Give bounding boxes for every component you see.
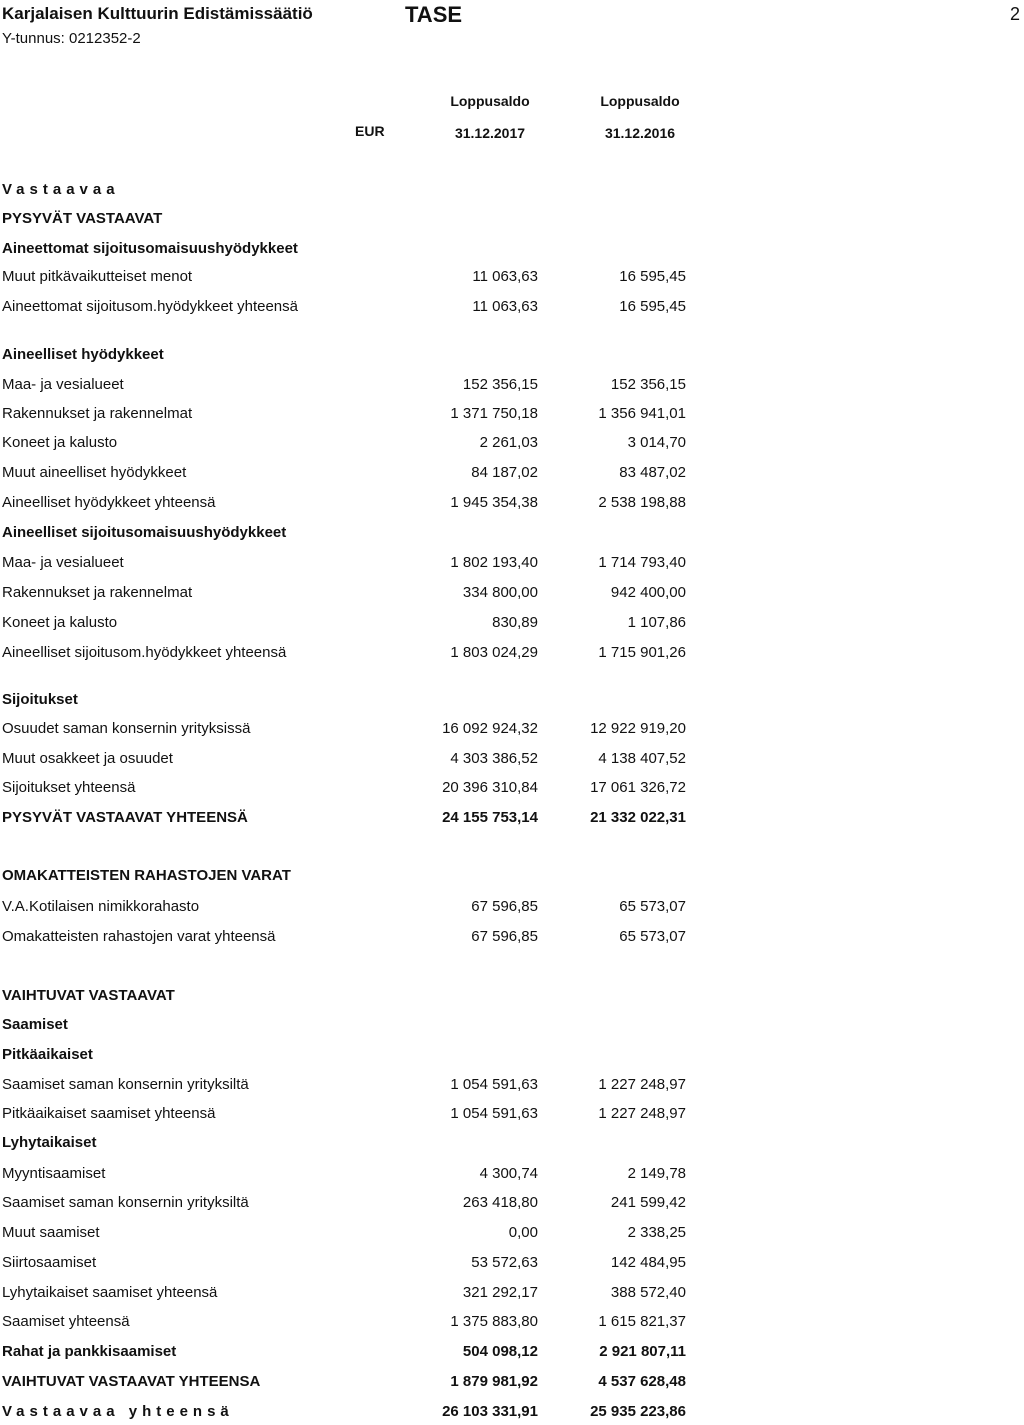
- table-row: [0, 1046, 1024, 1068]
- row-value-2016: 241 599,42: [610, 1194, 686, 1211]
- table-row: [0, 1254, 1024, 1276]
- row-value-2017: 1 371 750,18: [450, 405, 538, 422]
- row-label: Lyhytaikaiset saamiset yhteensä: [2, 1284, 218, 1301]
- row-value-2016: 17 061 326,72: [590, 779, 686, 796]
- table-row: [0, 346, 1024, 368]
- row-label: V.A.Kotilaisen nimikkorahasto: [2, 898, 200, 915]
- row-value-2017: 504 098,12: [462, 1343, 538, 1360]
- column-1-label: Loppusaldo: [450, 93, 530, 109]
- page-number: 2: [1010, 4, 1021, 24]
- row-value-2016: 16 595,45: [619, 268, 686, 285]
- currency-label: EUR: [355, 123, 385, 139]
- row-label: Rakennukset ja rakennelmat: [2, 405, 193, 422]
- row-label: Aineelliset hyödykkeet: [2, 346, 164, 363]
- row-value-2017: 321 292,17: [462, 1284, 538, 1301]
- row-value-2016: 2 149,78: [627, 1165, 686, 1182]
- row-value-2017: 334 800,00: [462, 584, 538, 601]
- business-id: Y-tunnus: 0212352-2: [2, 30, 141, 47]
- row-label: Siirtosaamiset: [2, 1254, 97, 1271]
- row-value-2017: 1 375 883,80: [450, 1313, 538, 1330]
- row-label: Muut pitkävaikutteiset menot: [2, 268, 193, 285]
- table-row: [0, 1343, 1024, 1365]
- row-value-2016: 942 400,00: [610, 584, 686, 601]
- row-value-2016: 1 715 901,26: [598, 644, 686, 661]
- row-value-2016: 142 484,95: [610, 1254, 686, 1271]
- table-row: [0, 240, 1024, 262]
- table-row: [0, 1403, 1024, 1425]
- table-row: [0, 1313, 1024, 1335]
- table-row: [0, 1076, 1024, 1098]
- row-value-2016: 83 487,02: [619, 464, 686, 481]
- row-label: Sijoitukset: [2, 691, 78, 708]
- table-row: [0, 376, 1024, 398]
- row-value-2017: 4 303 386,52: [450, 750, 538, 767]
- table-row: [0, 809, 1024, 831]
- row-value-2017: 830,89: [492, 614, 538, 631]
- row-value-2016: 1 356 941,01: [598, 405, 686, 422]
- row-value-2017: 4 300,74: [479, 1165, 538, 1182]
- table-row: [0, 464, 1024, 486]
- row-value-2016: 1 227 248,97: [598, 1076, 686, 1093]
- row-value-2016: 1 615 821,37: [598, 1313, 686, 1330]
- table-row: [0, 434, 1024, 456]
- table-row: [0, 867, 1024, 889]
- row-label: Pitkäaikaiset saamiset yhteensä: [2, 1105, 216, 1122]
- row-label: PYSYVÄT VASTAAVAT YHTEENSÄ: [2, 809, 248, 826]
- row-value-2017: 0,00: [508, 1224, 538, 1241]
- column-2-label: Loppusaldo: [600, 93, 680, 109]
- row-value-2017: 53 572,63: [471, 1254, 538, 1271]
- row-label: Aineettomat sijoitusomaisuushyödykkeet: [2, 240, 298, 257]
- row-value-2016: 1 714 793,40: [598, 554, 686, 571]
- row-label: Muut aineelliset hyödykkeet: [2, 464, 187, 481]
- row-value-2016: 25 935 223,86: [590, 1403, 686, 1420]
- row-value-2016: 12 922 919,20: [590, 720, 686, 737]
- table-row: [0, 644, 1024, 666]
- row-label: Vastaavaa: [2, 181, 120, 198]
- document-title: TASE: [405, 2, 463, 27]
- row-value-2017: 1 802 193,40: [450, 554, 538, 571]
- table-row: [0, 1194, 1024, 1216]
- table-row: [0, 1134, 1024, 1156]
- row-label: Aineelliset sijoitusomaisuushyödykkeet: [2, 524, 287, 541]
- table-row: [0, 584, 1024, 606]
- row-label: Aineelliset sijoitusom.hyödykkeet yhteensä: [2, 644, 287, 661]
- row-label: Maa- ja vesialueet: [2, 376, 124, 393]
- row-value-2016: 1 227 248,97: [598, 1105, 686, 1122]
- row-value-2017: 1 879 981,92: [450, 1373, 538, 1390]
- row-label: Saamiset yhteensä: [2, 1313, 130, 1330]
- row-value-2016: 2 338,25: [627, 1224, 686, 1241]
- row-value-2016: 4 537 628,48: [598, 1373, 686, 1390]
- row-label: OMAKATTEISTEN RAHASTOJEN VARAT: [2, 867, 291, 884]
- row-value-2017: 16 092 924,32: [442, 720, 538, 737]
- table-row: [0, 779, 1024, 801]
- row-value-2016: 65 573,07: [619, 928, 686, 945]
- table-row: [0, 750, 1024, 772]
- column-2-date: 31.12.2016: [604, 125, 676, 141]
- row-label: Vastaavaa yhteensä: [2, 1403, 234, 1420]
- table-row: [0, 1224, 1024, 1246]
- row-value-2016: 65 573,07: [619, 898, 686, 915]
- row-value-2017: 263 418,80: [462, 1194, 538, 1211]
- table-row: [0, 691, 1024, 713]
- row-value-2017: 67 596,85: [471, 928, 538, 945]
- row-value-2017: 2 261,03: [479, 434, 538, 451]
- row-value-2017: 1 054 591,63: [450, 1105, 538, 1122]
- table-row: [0, 181, 1024, 203]
- row-label: Muut osakkeet ja osuudet: [2, 750, 173, 767]
- table-row: [0, 987, 1024, 1009]
- row-value-2016: 1 107,86: [627, 614, 686, 631]
- table-row: [0, 928, 1024, 950]
- row-label: Osuudet saman konsernin yrityksissä: [2, 720, 251, 737]
- row-value-2017: 1 803 024,29: [450, 644, 538, 661]
- row-value-2017: 84 187,02: [471, 464, 538, 481]
- row-label: Aineettomat sijoitusom.hyödykkeet yhteensä: [2, 298, 298, 315]
- table-row: [0, 898, 1024, 920]
- table-row: [0, 1105, 1024, 1127]
- row-value-2016: 388 572,40: [610, 1284, 686, 1301]
- row-value-2017: 11 063,63: [472, 268, 538, 285]
- row-label: Myyntisaamiset: [2, 1165, 106, 1182]
- row-label: Muut saamiset: [2, 1224, 100, 1241]
- table-row: [0, 524, 1024, 546]
- row-value-2017: 11 063,63: [472, 298, 538, 315]
- table-row: [0, 1373, 1024, 1395]
- row-label: Rakennukset ja rakennelmat: [2, 584, 193, 601]
- row-value-2017: 24 155 753,14: [442, 809, 538, 826]
- organization-name: Karjalaisen Kulttuurin Edistämissäätiö: [2, 4, 313, 23]
- row-label: Sijoitukset yhteensä: [2, 779, 136, 796]
- table-row: [0, 1016, 1024, 1038]
- row-label: Lyhytaikaiset: [2, 1134, 97, 1151]
- table-row: [0, 298, 1024, 320]
- row-label: Rahat ja pankkisaamiset: [2, 1343, 177, 1360]
- row-label: VAIHTUVAT VASTAAVAT: [2, 987, 175, 1004]
- row-label: Maa- ja vesialueet: [2, 554, 124, 571]
- row-value-2017: 20 396 310,84: [442, 779, 538, 796]
- row-value-2017: 26 103 331,91: [442, 1403, 538, 1420]
- row-value-2017: 67 596,85: [471, 898, 538, 915]
- table-row: [0, 554, 1024, 576]
- table-row: [0, 405, 1024, 427]
- row-value-2016: 2 921 807,11: [599, 1343, 686, 1360]
- row-value-2016: 152 356,15: [610, 376, 686, 393]
- row-label: Aineelliset hyödykkeet yhteensä: [2, 494, 216, 511]
- row-value-2016: 16 595,45: [619, 298, 686, 315]
- column-1-date: 31.12.2017: [454, 125, 526, 141]
- table-row: [0, 1165, 1024, 1187]
- table-row: [0, 614, 1024, 636]
- row-value-2017: 1 054 591,63: [450, 1076, 538, 1093]
- row-label: PYSYVÄT VASTAAVAT: [2, 210, 163, 227]
- row-value-2017: 152 356,15: [462, 376, 538, 393]
- row-label: VAIHTUVAT VASTAAVAT YHTEENSA: [2, 1373, 261, 1390]
- row-label: Koneet ja kalusto: [2, 434, 118, 451]
- row-label: Pitkäaikaiset: [2, 1046, 93, 1063]
- row-label: Saamiset: [2, 1016, 68, 1033]
- row-label: Saamiset saman konsernin yrityksiltä: [2, 1076, 249, 1093]
- row-label: Koneet ja kalusto: [2, 614, 118, 631]
- row-value-2016: 4 138 407,52: [598, 750, 686, 767]
- table-row: [0, 720, 1024, 742]
- table-row: [0, 1284, 1024, 1306]
- row-value-2016: 3 014,70: [627, 434, 686, 451]
- table-row: [0, 494, 1024, 516]
- row-label: Saamiset saman konsernin yrityksiltä: [2, 1194, 249, 1211]
- row-value-2016: 21 332 022,31: [590, 809, 686, 826]
- row-value-2017: 1 945 354,38: [450, 494, 538, 511]
- table-row: [0, 210, 1024, 232]
- row-value-2016: 2 538 198,88: [598, 494, 686, 511]
- row-label: Omakatteisten rahastojen varat yhteensä: [2, 928, 276, 945]
- table-row: [0, 268, 1024, 290]
